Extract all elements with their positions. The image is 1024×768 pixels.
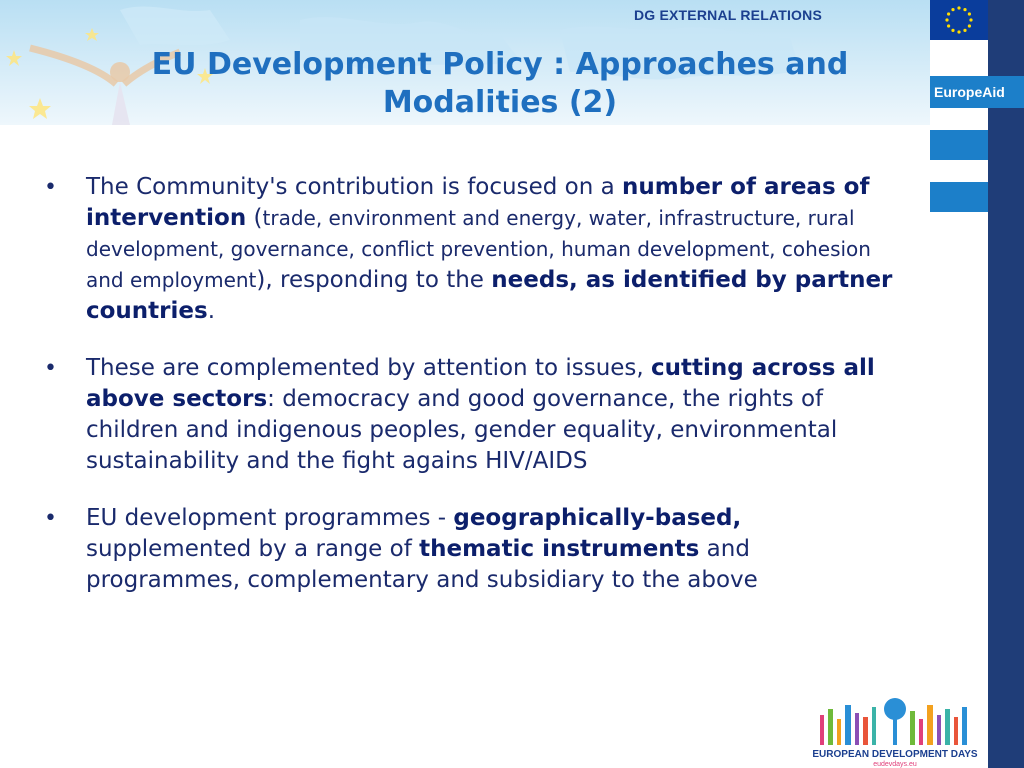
bullet-emphasis: thematic instruments <box>419 536 700 562</box>
european-development-days-logo-icon <box>810 695 980 768</box>
bullet-emphasis: number of areas of intervention <box>86 174 870 231</box>
slide-content <box>44 172 909 622</box>
bullet-dot-icon: • <box>44 356 57 381</box>
ed-logo-text: EUROPEAN DEVELOPMENT DAYS <box>812 749 978 760</box>
bullet-text: supplemented by a range of <box>86 536 420 562</box>
bullet-text: : democracy and good governance, the rights of children and indigenous peoples, gender equality, environmental sustainability and the fight agains HIV/AIDS <box>86 386 838 474</box>
bullet-text: EU development programmes - <box>86 505 454 531</box>
dg-external-relations-label: DG EXTERNAL RELATIONS <box>633 7 822 23</box>
bullet-dot-icon: • <box>44 506 57 531</box>
bullet-emphasis: needs, as identified by partner countries <box>86 267 893 324</box>
accent-bar <box>930 130 988 160</box>
bullet-text: ( <box>246 205 263 231</box>
bullet-detail: trade, environment and energy, water, infrastructure, rural development, governance, conflict prevention, human development, cohesion and employment <box>86 206 871 292</box>
right-side-strip <box>988 0 1024 768</box>
eu-flag-icon <box>930 0 988 40</box>
ed-logo-url: eudevdays.eu <box>873 761 917 768</box>
slide-title <box>100 46 900 122</box>
bullet-dot-icon: • <box>44 175 57 200</box>
bullet-text: The Community's contribution is focused on a <box>86 174 623 200</box>
bullet-emphasis: cutting across all above sectors <box>86 355 875 412</box>
slide-title-line-2: Modalities (2) <box>382 85 618 120</box>
bullet-text: and programmes, complementary and subsidiary to the above <box>86 536 758 593</box>
bullet-text: ), responding to the <box>256 267 492 293</box>
europeaid-logo: EuropeAid <box>930 76 1024 108</box>
slide-title-line-1: EU Development Policy : Approaches and <box>151 47 849 82</box>
bullet-text: These are complemented by attention to issues, <box>86 355 652 381</box>
bullet-item <box>44 172 909 327</box>
bullet-item <box>44 353 909 477</box>
accent-bar <box>930 182 988 212</box>
bullet-emphasis: geographically-based, <box>453 505 742 531</box>
bullet-item <box>44 503 909 596</box>
bullet-text: . <box>207 298 216 324</box>
